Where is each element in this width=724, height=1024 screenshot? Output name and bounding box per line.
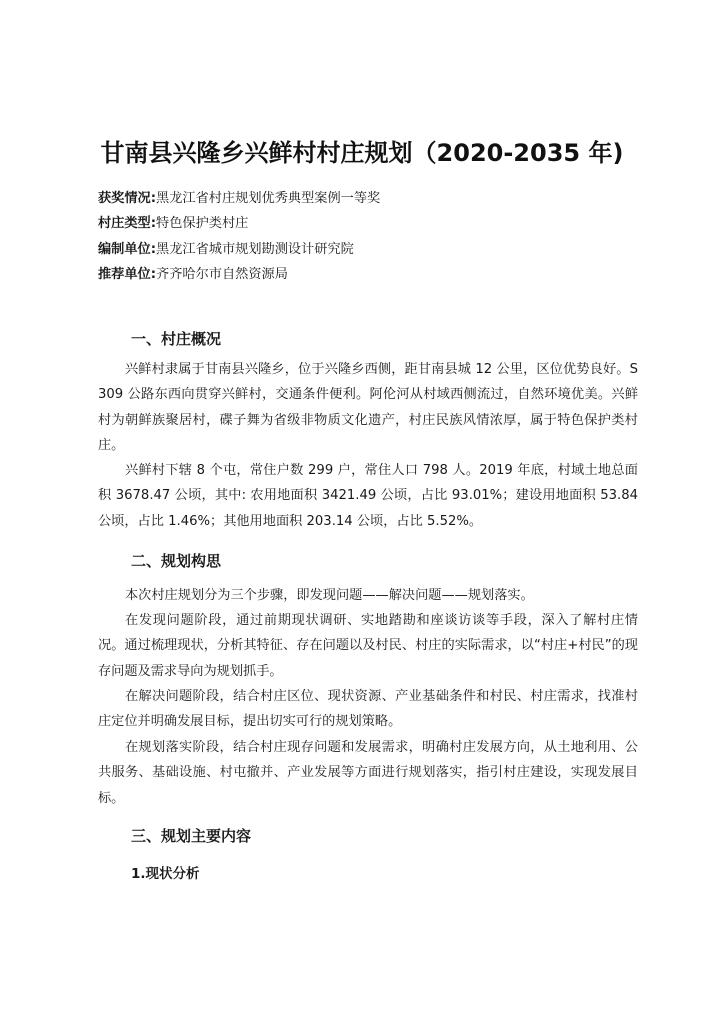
- paragraph-concept-4: 在规划落实阶段，结合村庄现存问题和发展需求，明确村庄发展方向，从土地利用、公共服务、基础设施、村屯撤并、产业发展等方面进行规划落实，指引村庄建设，实现发展目标。: [98, 740, 638, 806]
- meta-recommender-key: 推荐单位:: [98, 267, 157, 282]
- paragraph-concept-3: 在解决问题阶段，结合村庄区位、现状资源、产业基础条件和村民、村庄需求，找准村庄定位并明确发展目标，提出切实可行的规划策略。: [98, 689, 638, 730]
- page-title: 甘南县兴隆乡兴鲜村村庄规划（2020-2035 年): [100, 139, 624, 167]
- meta-village-type-key: 村庄类型:: [98, 216, 157, 231]
- meta-recommender: [98, 265, 288, 285]
- section-heading-main-content: 三、规划主要内容: [131, 827, 252, 845]
- section-heading-overview: 一、村庄概况: [131, 330, 222, 348]
- meta-compiler: [98, 240, 354, 260]
- meta-compiler-key: 编制单位:: [98, 242, 157, 257]
- meta-recommender-value: 齐齐哈尔市自然资源局: [156, 267, 288, 282]
- meta-village-type-value: 特色保护类村庄: [156, 216, 249, 231]
- paragraph-overview-2: 兴鲜村下辖 8 个屯，常住户数 299 户，常住人口 798 人。2019 年底，村域土地总面积 3678.47 公顷，其中: 农用地面积 3421.49 公顷，占比 93.01%；建设用地面积 53.84 公顷，占比 1.46%；其他用地面积 203.14 公顷，占比 5.52%。: [98, 463, 638, 529]
- paragraph-concept-2: 在发现问题阶段，通过前期现状调研、实地踏勘和座谈访谈等手段，深入了解村庄情况。通过梳理现状，分析其特征、存在问题以及村民、村庄的实际需求，以“村庄+村民”的现存问题及需求导向为规划抓手。: [98, 613, 638, 679]
- paragraph-concept-1: 本次村庄规划分为三个步骤，即发现问题——解决问题——规划落实。: [125, 588, 534, 603]
- meta-award-key: 获奖情况:: [98, 191, 157, 206]
- meta-award: [98, 189, 380, 209]
- meta-village-type: [98, 214, 248, 234]
- paragraph-overview-1: 兴鲜村隶属于甘南县兴隆乡，位于兴隆乡西侧，距甘南县城 12 公里，区位优势良好。S309 公路东西向贯穿兴鲜村，交通条件便利。阿伦河从村域西侧流过，自然环境优美。兴鲜村为朝鲜族聚居村，碟子舞为省级非物质文化遗产，村庄民族风情浓厚，属于特色保护类村庄。: [98, 362, 638, 453]
- section-heading-concept: 二、规划构思: [131, 552, 222, 570]
- subsection-heading-status-analysis: 1.现状分析: [131, 866, 200, 882]
- meta-compiler-value: 黑龙江省城市规划勘测设计研究院: [156, 242, 354, 257]
- meta-award-value: 黑龙江省村庄规划优秀典型案例一等奖: [156, 191, 381, 206]
